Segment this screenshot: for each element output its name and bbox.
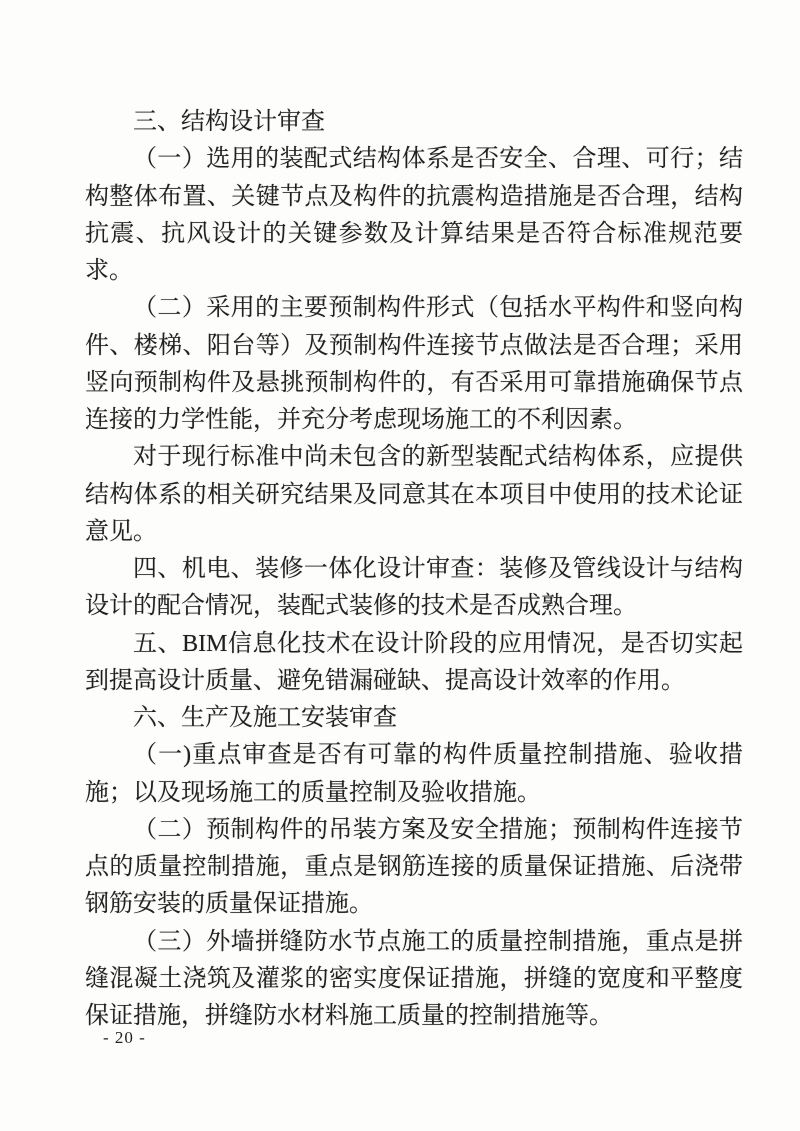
paragraph-production-item-2: （二）预制构件的吊装方案及安全措施；预制构件连接节点的质量控制措施，重点是钢筋连接的质量保证措施、后浇带钢筋安装的质量保证措施。 (85, 816, 743, 918)
section-heading-production-installation-review: 六、生产及施工安装审查 (133, 705, 397, 731)
paragraph-mep-decoration-review: 四、机电、装修一体化设计审查：装修及管线设计与结构设计的配合情况，装配式装修的技术是否成熟合理。 (85, 556, 743, 620)
document-body (85, 104, 743, 1035)
paragraph-structure-item-2: （二）采用的主要预制构件形式（包括水平构件和竖向构件、楼梯、阳台等）及预制构件连接节点做法是否合理；采用竖向预制构件及悬挑预制构件的，有否采用可靠措施确保节点连接的力学性能，并充分考虑现场施工的不利因素。 (85, 295, 743, 433)
paragraph-bim-application: 五、BIM信息化技术在设计阶段的应用情况，是否切实起到提高设计质量、避免错漏碰缺、提高设计效率的作用。 (85, 630, 743, 694)
paragraph-structure-item-1: （一）选用的装配式结构体系是否安全、合理、可行；结构整体布置、关键节点及构件的抗震构造措施是否合理，结构抗震、抗风设计的关键参数及计算结果是否符合标准规范要求。 (85, 146, 743, 284)
paragraph-new-system-note: 对于现行标准中尚未包含的新型装配式结构体系，应提供结构体系的相关研究结果及同意其在本项目中使用的技术论证意见。 (85, 444, 743, 545)
page-number: - 20 - (103, 1028, 146, 1047)
section-heading-structural-design-review: 三、结构设计审查 (133, 109, 325, 135)
paragraph-production-item-3: （三）外墙拼缝防水节点施工的质量控制措施，重点是拼缝混凝土浇筑及灌浆的密实度保证措施，拼缝的宽度和平整度保证措施，拼缝防水材料施工质量的控制措施等。 (85, 928, 743, 1029)
paragraph-production-item-1: （一)重点审查是否有可靠的构件质量控制措施、验收措施；以及现场施工的质量控制及验收措施。 (85, 742, 743, 806)
